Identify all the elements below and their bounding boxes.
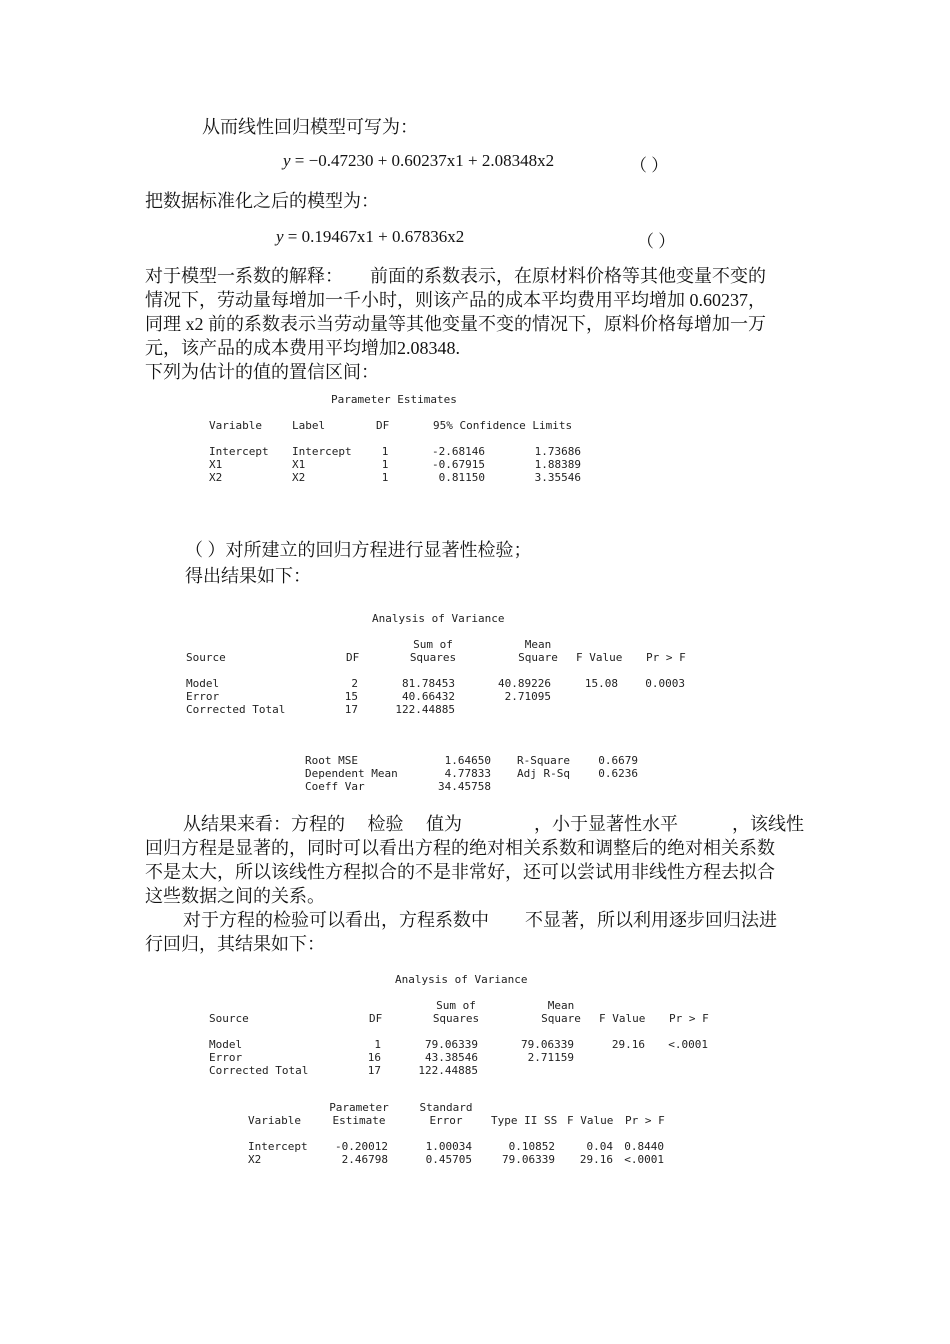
params2-cell: 1.00034 — [425, 1140, 472, 1153]
params2-cell: X2 — [248, 1153, 262, 1166]
explain-line: 下列为估计的值的置信区间： — [145, 362, 379, 382]
anova1-cell: 40.66432 — [402, 690, 455, 703]
anova2-header: Mean — [547, 999, 575, 1012]
pe-cell: Intercept — [292, 445, 352, 458]
pe-cell: 0.81150 — [438, 471, 485, 484]
anova1-cell: Corrected Total — [186, 703, 286, 716]
fit-stat-value: 4.77833 — [444, 767, 491, 780]
params2-header: Pr > F — [625, 1114, 665, 1127]
pe-cell: X2 — [209, 471, 223, 484]
equation-1-tag: （ ） — [630, 156, 669, 175]
fit-stat-label: Adj R-Sq — [517, 767, 570, 780]
anova2-header: Squares — [432, 1012, 480, 1025]
params2-header: Estimate — [332, 1114, 386, 1127]
anova2-cell: Model — [209, 1038, 243, 1051]
params2-header: Variable — [248, 1114, 301, 1127]
anova2-cell: 122.44885 — [418, 1064, 478, 1077]
equation-2-lhs: y — [276, 227, 284, 246]
anova1-header: Square — [518, 651, 558, 664]
fit-stat-value: 34.45758 — [438, 780, 491, 793]
anova2-cell: Corrected Total — [209, 1064, 309, 1077]
params2-header: F Value — [567, 1114, 614, 1127]
params2-cell: Intercept — [248, 1140, 308, 1153]
anova2-cell: <.0001 — [668, 1038, 708, 1051]
anova2-header: Sum of — [436, 999, 476, 1012]
param-estimates-title: Parameter Estimates — [331, 393, 457, 406]
params2-header: Type II SS — [491, 1114, 558, 1127]
pe-header-limits: 95% Confidence Limits — [433, 419, 573, 432]
conclusion-line: 回归方程是显著的，同时可以看出方程的绝对相关系数和调整后的绝对相关系数 — [145, 838, 775, 858]
fit-stat-value: 1.64650 — [444, 754, 491, 767]
anova2-header: Square — [541, 1012, 581, 1025]
anova2-cell: 43.38546 — [425, 1051, 478, 1064]
result-intro: 得出结果如下： — [185, 566, 311, 586]
anova2-cell: 1 — [374, 1038, 381, 1051]
params2-cell: 0.8440 — [624, 1140, 664, 1153]
fit-stat-value: 0.6236 — [598, 767, 638, 780]
conclusion-line: 不是太大，所以该线性方程拟合的不是非常好，还可以尝试用非线性方程去拟合 — [145, 862, 775, 882]
pe-cell: 1 — [381, 445, 389, 458]
stepwise-line: 对于方程的检验可以看出，方程系数中 不显著，所以利用逐步回归法进 — [183, 910, 777, 930]
anova1-cell: 0.0003 — [645, 677, 685, 690]
pe-cell: -2.68146 — [432, 445, 485, 458]
explain-line: 对于模型一系数的解释： 前面的系数表示，在原材料价格等其他变量不变的 — [145, 266, 766, 286]
fit-stat-value: 0.6679 — [598, 754, 638, 767]
anova1-cell: 122.44885 — [395, 703, 455, 716]
params2-header: Parameter — [329, 1101, 389, 1114]
params2-cell: 29.16 — [579, 1153, 613, 1166]
pe-cell: X1 — [209, 458, 223, 471]
stepwise-line: 行回归，其结果如下： — [145, 934, 325, 954]
explanation-paragraph — [145, 264, 815, 384]
test-heading: （ ）对所建立的回归方程进行显著性检验； — [185, 540, 532, 560]
anova2-header: DF — [369, 1012, 383, 1025]
anova1-header: Pr > F — [646, 651, 686, 664]
anova1-header: Sum of — [413, 638, 453, 651]
anova2-cell: 16 — [367, 1051, 381, 1064]
params2-cell: <.0001 — [624, 1153, 664, 1166]
fit-stat-label: Coeff Var — [305, 780, 365, 793]
anova1-header: Squares — [409, 651, 457, 664]
anova2-header: Source — [209, 1012, 249, 1025]
explain-line: 元，该产品的成本费用平均增加2.08348. — [145, 338, 460, 358]
params2-cell: 79.06339 — [502, 1153, 555, 1166]
anova2-cell: 2.71159 — [527, 1051, 574, 1064]
equation-2-tag: （ ） — [637, 232, 676, 251]
anova1-header: Mean — [524, 638, 552, 651]
anova2-header: F Value — [599, 1012, 646, 1025]
fit-stat-label: Root MSE — [305, 754, 358, 767]
equation-2-rhs: = 0.19467x1 + 0.67836x2 — [287, 227, 465, 246]
anova2-title: Analysis of Variance — [395, 973, 528, 986]
params2-header: Standard — [419, 1101, 473, 1114]
anova1-header: DF — [346, 651, 360, 664]
explain-line: 同理 x2 前的系数表示当劳动量等其他变量不变的情况下，原料价格每增加一万 — [145, 314, 766, 334]
params2-cell: 0.04 — [586, 1140, 613, 1153]
params2-cell: 2.46798 — [341, 1153, 388, 1166]
intro-text: 从而线性回归模型可写为： — [202, 117, 418, 137]
conclusion-paragraph — [145, 812, 815, 956]
equation-2 — [276, 227, 464, 247]
pe-cell: X2 — [292, 471, 306, 484]
pe-cell: 1.73686 — [534, 445, 581, 458]
params2-cell: 0.10852 — [508, 1140, 555, 1153]
anova2-cell: 17 — [367, 1064, 381, 1077]
pe-header-label: Label — [292, 419, 326, 432]
pe-header-variable: Variable — [209, 419, 262, 432]
anova2-header: Pr > F — [669, 1012, 709, 1025]
pe-cell: -0.67915 — [432, 458, 485, 471]
anova2-cell: Error — [209, 1051, 243, 1064]
anova1-cell: 81.78453 — [402, 677, 455, 690]
anova1-cell: 2 — [351, 677, 358, 690]
pe-cell: 1 — [381, 458, 389, 471]
anova1-header: Source — [186, 651, 226, 664]
params2-cell: 0.45705 — [425, 1153, 472, 1166]
explain-line: 情况下，劳动量每增加一千小时，则该产品的成本平均费用平均增加 0.60237， — [145, 290, 766, 310]
anova1-cell: Model — [186, 677, 220, 690]
anova1-title: Analysis of Variance — [372, 612, 505, 625]
equation-1-rhs: = −0.47230 + 0.60237x1 + 2.08348x2 — [294, 151, 555, 170]
equation-1 — [283, 151, 554, 171]
pe-cell: 1.88389 — [534, 458, 581, 471]
anova1-cell: 40.89226 — [498, 677, 551, 690]
pe-cell: 3.35546 — [534, 471, 581, 484]
std-intro-text: 把数据标准化之后的模型为： — [145, 191, 379, 211]
anova1-cell: 15 — [344, 690, 358, 703]
params2-cell: -0.20012 — [335, 1140, 388, 1153]
anova1-header: F Value — [576, 651, 623, 664]
conclusion-line: 从结果来看：方程的 检验 值为 ，小于显著性水平 ，该线性 — [183, 814, 804, 834]
anova2-cell: 79.06339 — [425, 1038, 478, 1051]
pe-cell: Intercept — [209, 445, 269, 458]
fit-stat-label: R-Square — [517, 754, 570, 767]
pe-header-df: DF — [376, 419, 390, 432]
fit-stat-label: Dependent Mean — [305, 767, 398, 780]
anova1-cell: Error — [186, 690, 220, 703]
conclusion-line: 这些数据之间的关系。 — [145, 886, 325, 906]
anova1-cell: 2.71095 — [504, 690, 551, 703]
anova1-cell: 17 — [344, 703, 358, 716]
pe-cell: X1 — [292, 458, 306, 471]
anova1-cell: 15.08 — [584, 677, 618, 690]
anova2-cell: 79.06339 — [521, 1038, 574, 1051]
anova2-cell: 29.16 — [611, 1038, 645, 1051]
pe-cell: 1 — [381, 471, 389, 484]
equation-1-lhs: y — [283, 151, 291, 170]
params2-header: Error — [429, 1114, 463, 1127]
